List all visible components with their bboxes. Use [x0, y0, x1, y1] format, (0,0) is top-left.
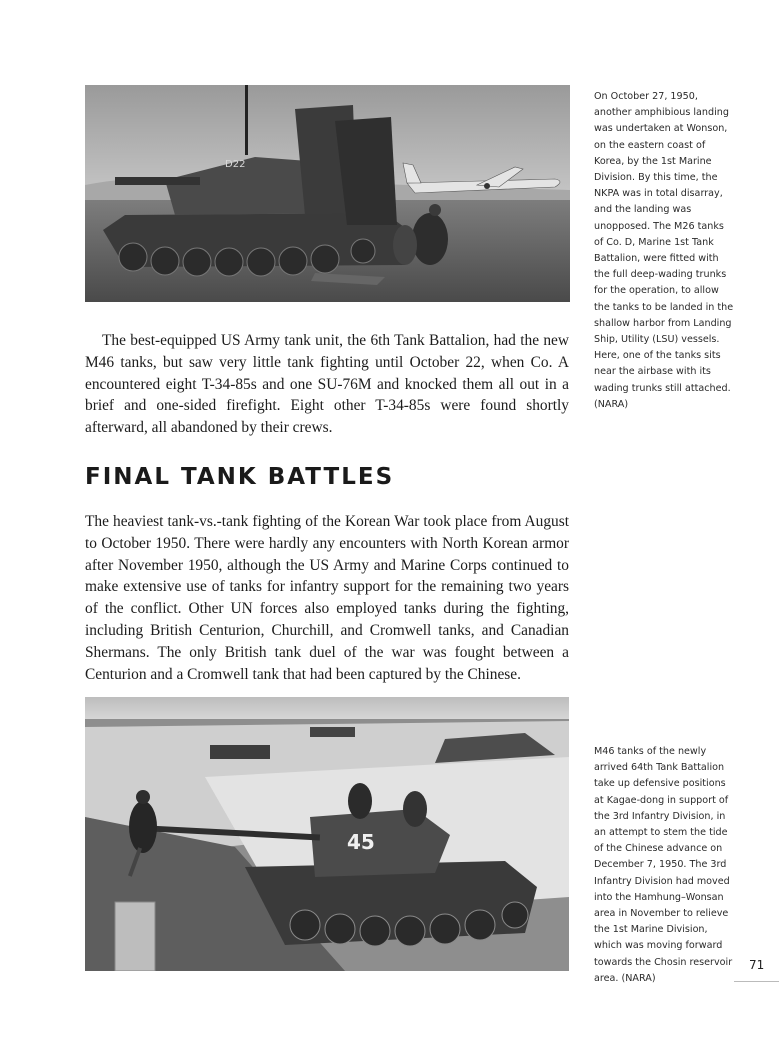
tank-number: 45	[347, 830, 375, 854]
body-paragraph-6th-tank-battalion: The best-equipped US Army tank unit, the 6th Tank Battalion, had the new M46 tanks, but saw very little tank fighting until October 22, when Co. A encountered eight T-34-85s and one SU-76M and knocked them all out in a brief and one-sided firefight. Eight other T-34-85s were found shortly afterward, all abandoned by their crews.	[85, 332, 569, 437]
section-heading: FINAL TANK BATTLES	[85, 464, 395, 490]
page-number: 71	[749, 958, 765, 972]
photo-caption-bottom: M46 tanks of the newly arrived 64th Tank Battalion take up defensive positions at Kagae-dong in support of the 3rd Infantry Division, in an attempt to stem the tide of the Chinese advance on December 7, 1950. The 3rd Infantry Division had moved into the Hamhung–Wonsan area in November to relieve the 1st Marine Division, which was moving forward towards the Chosin reservoir area. (NARA)	[594, 746, 733, 984]
m26-tank-illustration	[85, 85, 570, 302]
photo-caption-top: On October 27, 1950, another amphibious landing was undertaken at Wonson, on the eastern coast of Korea, by the 1st Marine Division. By this time, the NKPA was in total disarray, and the landing was unopposed. The M26 tanks of Co. D, Marine 1st Tank Battalion, were fitted with the full deep-wading trunks for the operation, to allow the tanks to be landed in the shallow harbor from Landing Ship, Utility (LSU) vessels. Here, one of the tanks sits near the airbase with its wading trunks still attached. (NARA)	[594, 91, 734, 410]
body-paragraph-final-battles: The heaviest tank-vs.-tank fighting of the Korean War took place from August to October 1950. There were hardly any encounters with North Korean armor after November 1950, although the US Army and Marine Corps continued to make extensive use of tanks for infantry support for the remaining two years of the conflict. Other UN forces also employed tanks during the fighting, including British Centurion, Churchill, and Cromwell tanks, and Canadian Shermans. The only British tank duel of the war was fought between a Centurion and a Cromwell tank that had been captured by the Chinese.	[85, 513, 569, 683]
folio-divider	[734, 981, 779, 982]
photo-m46-tanks-kagae-dong	[85, 697, 569, 971]
tank-marking: D22	[225, 159, 246, 170]
photo-m26-tank-wading-trunks	[85, 85, 570, 302]
m46-tank-illustration	[85, 697, 569, 971]
